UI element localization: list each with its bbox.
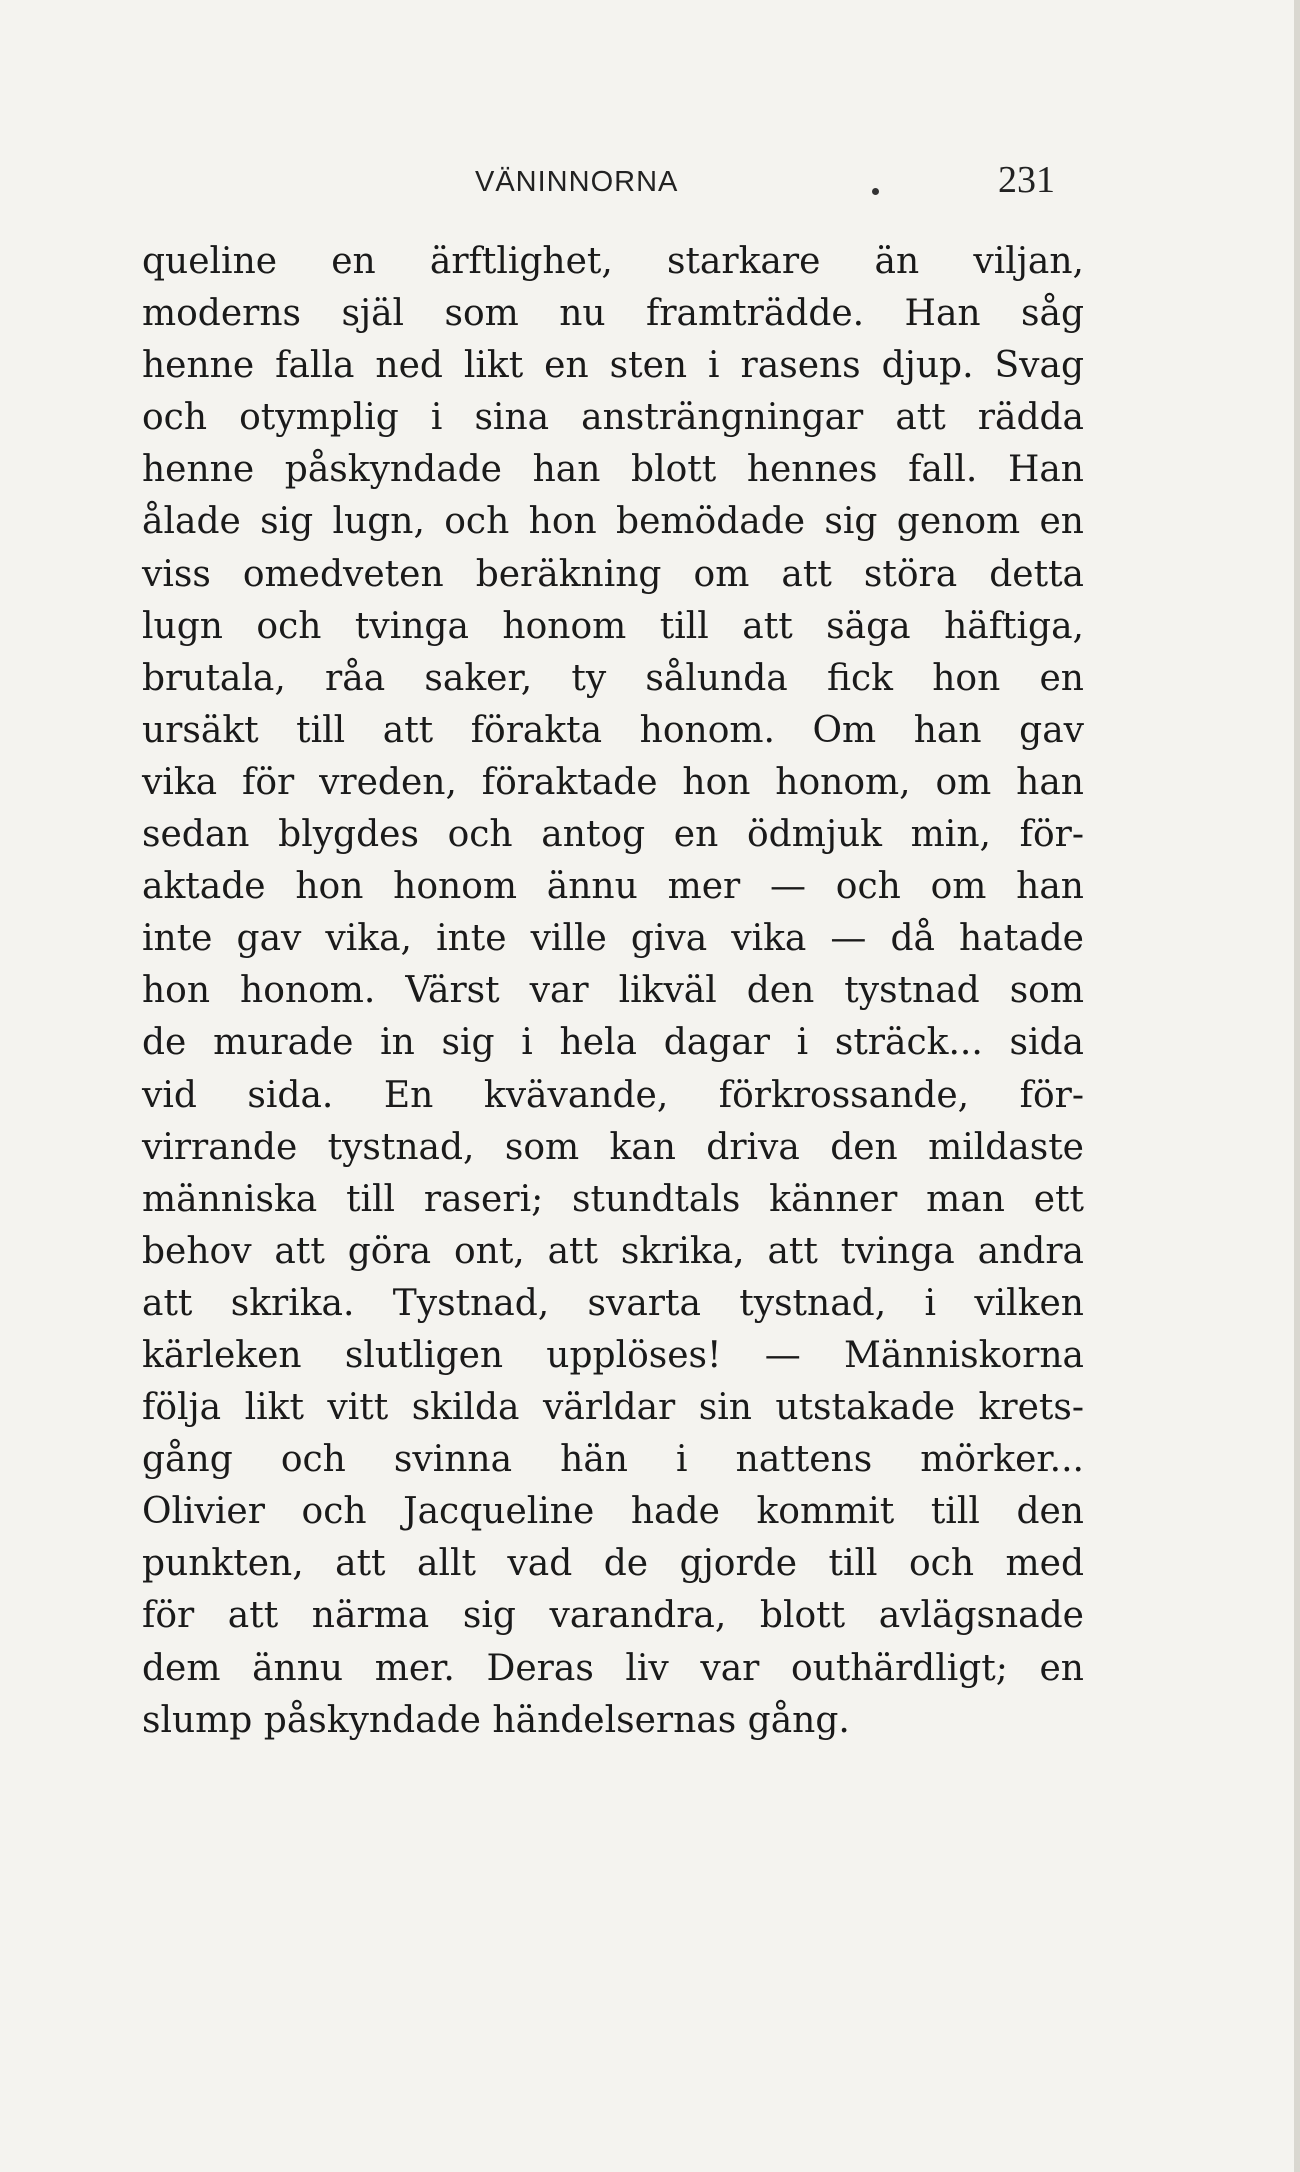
header-dot (872, 188, 879, 195)
text-line: ålade sig lugn, och hon bemödade sig genom en (142, 501, 1084, 543)
body-paragraph (142, 236, 1084, 1747)
text-line: de murade in sig i hela dagar i sträck... sida (142, 1022, 1084, 1064)
text-line: viss omedveten beräkning om att störa detta (142, 553, 1084, 595)
text-line: människa till raseri; stundtals känner man ett (142, 1178, 1084, 1220)
text-line: kärleken slutligen upplöses! — Människorna (142, 1334, 1084, 1376)
text-line: punkten, att allt vad de gjorde till och med (142, 1543, 1084, 1585)
text-line: Olivier och Jacqueline hade kommit till den (142, 1491, 1084, 1533)
running-head (150, 158, 1055, 210)
text-line: queline en ärftlighet, starkare än viljan, (142, 241, 1084, 282)
text-line: aktade hon honom ännu mer — och om han (142, 866, 1084, 908)
text-line: moderns själ som nu framträdde. Han såg (142, 293, 1084, 335)
text-line: brutala, råa saker, ty sålunda fick hon en (142, 657, 1084, 699)
text-line: lugn och tvinga honom till att säga häftiga, (142, 605, 1084, 647)
text-line: sedan blygdes och antog en ödmjuk min, för- (142, 814, 1084, 856)
page-number: 231 (998, 159, 1055, 201)
text-line: slump påskyndade händelsernas gång. (142, 1699, 850, 1741)
text-line: virrande tystnad, som kan driva den mildaste (142, 1126, 1084, 1168)
text-line: för att närma sig varandra, blott avlägsnade (142, 1595, 1084, 1637)
text-line: hon honom. Värst var likväl den tystnad som (142, 970, 1084, 1012)
text-line: att skrika. Tystnad, svarta tystnad, i vilken (142, 1282, 1084, 1324)
text-line: och otymplig i sina ansträngningar att rädda (142, 397, 1084, 439)
text-line: henne påskyndade han blott hennes fall. Han (142, 449, 1084, 491)
text-line: gång och svinna hän i nattens mörker... (142, 1439, 1084, 1481)
text-line: inte gav vika, inte ville giva vika — då hatade (142, 918, 1084, 960)
text-line: ursäkt till att förakta honom. Om han gav (142, 709, 1084, 751)
text-line: henne falla ned likt en sten i rasens djup. Svag (142, 345, 1084, 387)
text-line: dem ännu mer. Deras liv var outhärdligt; en (142, 1647, 1084, 1689)
text-line: vika för vreden, föraktade hon honom, om han (142, 761, 1084, 803)
text-line: vid sida. En kvävande, förkrossande, för- (142, 1074, 1084, 1116)
running-title: VÄNINNORNA (475, 166, 679, 198)
text-line: behov att göra ont, att skrika, att tvinga andra (142, 1230, 1084, 1272)
text-line: följa likt vitt skilda världar sin utstakade krets- (142, 1387, 1084, 1429)
